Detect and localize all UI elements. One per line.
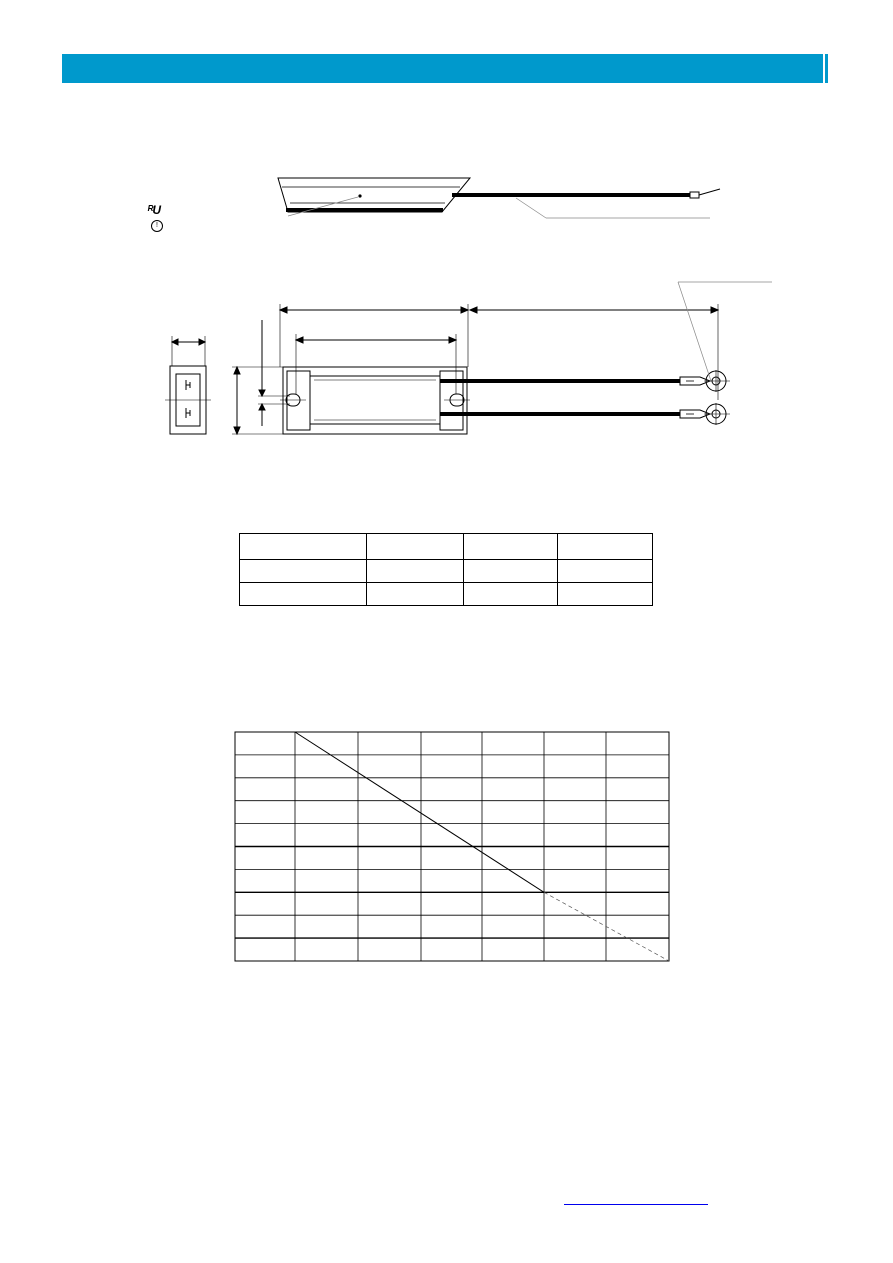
ul-certification-logo: ᴿU bbox=[147, 203, 161, 217]
end-view-drawing bbox=[165, 336, 211, 434]
table-cell bbox=[240, 583, 367, 606]
table-cell bbox=[558, 583, 653, 606]
table-cell bbox=[464, 583, 558, 606]
table-header-cell bbox=[240, 534, 367, 560]
footer-link[interactable] bbox=[564, 1191, 708, 1205]
table-cell bbox=[367, 583, 464, 606]
table-header-cell bbox=[558, 534, 653, 560]
side-view-drawing bbox=[278, 178, 720, 218]
table-header-cell bbox=[464, 534, 558, 560]
table-cell bbox=[558, 560, 653, 583]
derating-chart bbox=[235, 732, 669, 961]
table-row bbox=[240, 583, 653, 606]
table-header-cell bbox=[367, 534, 464, 560]
table-cell bbox=[240, 560, 367, 583]
certification-mark-icon: ! bbox=[151, 220, 163, 232]
front-view-drawing bbox=[232, 282, 772, 434]
table-cell bbox=[464, 560, 558, 583]
table-row bbox=[240, 560, 653, 583]
table-cell bbox=[367, 560, 464, 583]
chart-series-solid bbox=[295, 732, 544, 892]
table-header-row bbox=[240, 534, 653, 560]
chart-series-dashed bbox=[544, 892, 669, 961]
spec-table bbox=[239, 533, 653, 606]
